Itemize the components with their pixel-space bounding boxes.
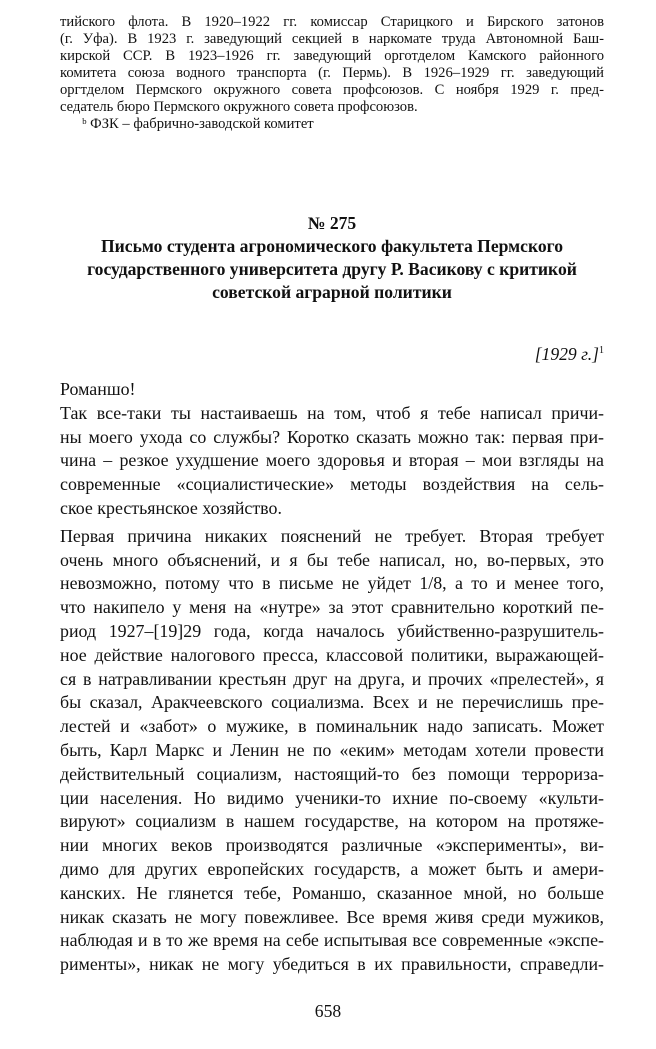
paragraph-2-line: невозможно, потому что в письме не уйдет 1/8, а то и менее того, <box>60 573 604 594</box>
footnote-block <box>60 14 604 133</box>
paragraph-2-line: что накипело у меня на «нутре» за этот сравнительно короткий пе- <box>60 597 604 618</box>
date-note-ref: 1 <box>599 345 604 357</box>
greeting: Романшо! <box>60 379 136 399</box>
footnote-line: (г. Уфа). В 1923 г. заведующий секцией в наркомате труда Автономной Баш- <box>60 31 604 47</box>
footnote-line: комитета союза водного транспорта (г. Пермь). В 1926–1929 гг. заведующий <box>60 65 604 81</box>
footnote-line: кирской ССР. В 1923–1926 гг. заведующий орготделом Камского районного <box>60 48 604 64</box>
paragraph-2-line: лестей и «забот» о мужике, в поминальник надо записать. Может <box>60 716 604 737</box>
page-number: 658 <box>314 1001 342 1021</box>
footnote-line: оргтделом Пермского окружного совета профсоюзов. С ноября 1929 г. пред- <box>60 82 604 98</box>
paragraph-2-line: действительный социализм, настоящий-то без помощи терроризa- <box>60 763 604 784</box>
letter-body <box>60 378 604 977</box>
paragraph-2-line: никак сказать не могу повежливее. Все время живя среди мужиков, <box>60 906 604 927</box>
paragraph-2-line: бы сказал, Аракчеевского социализма. Всех и не перечислишь пре- <box>60 692 604 713</box>
date-text: [1929 г.] <box>534 344 599 364</box>
document-number: № 275 <box>307 213 357 233</box>
paragraph-1-line: чина – резкое ухудшение моего здоровья и вторая – мои взгляды на <box>60 450 604 471</box>
paragraph-2-line: ции населения. Но видимо ученики-то ихние по-своему «культи- <box>60 787 604 808</box>
paragraph-2-line: нии многих веков производятся различные «эксперименты», ви- <box>60 835 604 856</box>
paragraph-2-line: канских. Не глянется тебе, Романшо, сказанное мной, но больше <box>60 882 604 903</box>
paragraph-2-line: вируют» социализм в нашем государстве, на котором на протяже- <box>60 811 604 832</box>
paragraph-2-line: риод 1927–[19]29 года, когда началось убийственно-разрушитель- <box>60 620 604 641</box>
title-line: Письмо студента агрономического факультета Пермского <box>100 236 564 256</box>
paragraph-1-line: ское крестьянское хозяйство. <box>60 497 282 518</box>
paragraph-2-line: ся в натравливании крестьян друг на друга, и прочих «прелестей», я <box>60 668 604 689</box>
footnote-line: седатель бюро Пермского окружного совета профсоюзов. <box>60 99 418 115</box>
paragraph-2-line: быть, Карл Маркс и Ленин не по «еким» методам хотели провести <box>60 739 604 760</box>
title-line: государственного университета другу Р. Васикову с критикой <box>87 259 577 279</box>
paragraph-1-line: Так все-таки ты настаиваешь на том, чтоб я тебе написал причи- <box>60 402 604 423</box>
paragraph-2-line: Первая причина никаких пояснений не требует. Вторая требует <box>60 525 604 546</box>
paragraph-2-line: димо для других европейских государств, а может быть и амери- <box>60 858 604 879</box>
paragraph-1-line: современные «социалистические» методы воздействия на сель- <box>60 474 604 495</box>
paragraph-2-line: ное действие налогового пресса, классовой политики, выражающей- <box>60 644 604 665</box>
footnote-line: тийского флота. В 1920–1922 гг. комиссар Старицкого и Бирского затонов <box>60 14 604 30</box>
paragraph-2-line: наблюдая и в то же время на себе испытывая все современные «экспе- <box>60 930 604 951</box>
footnote-b: ᵇ ФЗК – фабрично-заводской комитет <box>82 116 314 132</box>
title-line: советской аграрной политики <box>212 282 452 302</box>
document-heading <box>60 212 604 304</box>
paragraph-2-line: рименты», никак не могу убедиться в их правильности, справедли- <box>60 954 604 975</box>
document-date <box>535 344 604 365</box>
paragraph-2-line: очень много объяснений, и я бы тебе написал, но, во-первых, это <box>60 549 604 570</box>
paragraph-1-line: ны моего ухода со службы? Коротко сказать можно так: первая при- <box>60 426 604 447</box>
